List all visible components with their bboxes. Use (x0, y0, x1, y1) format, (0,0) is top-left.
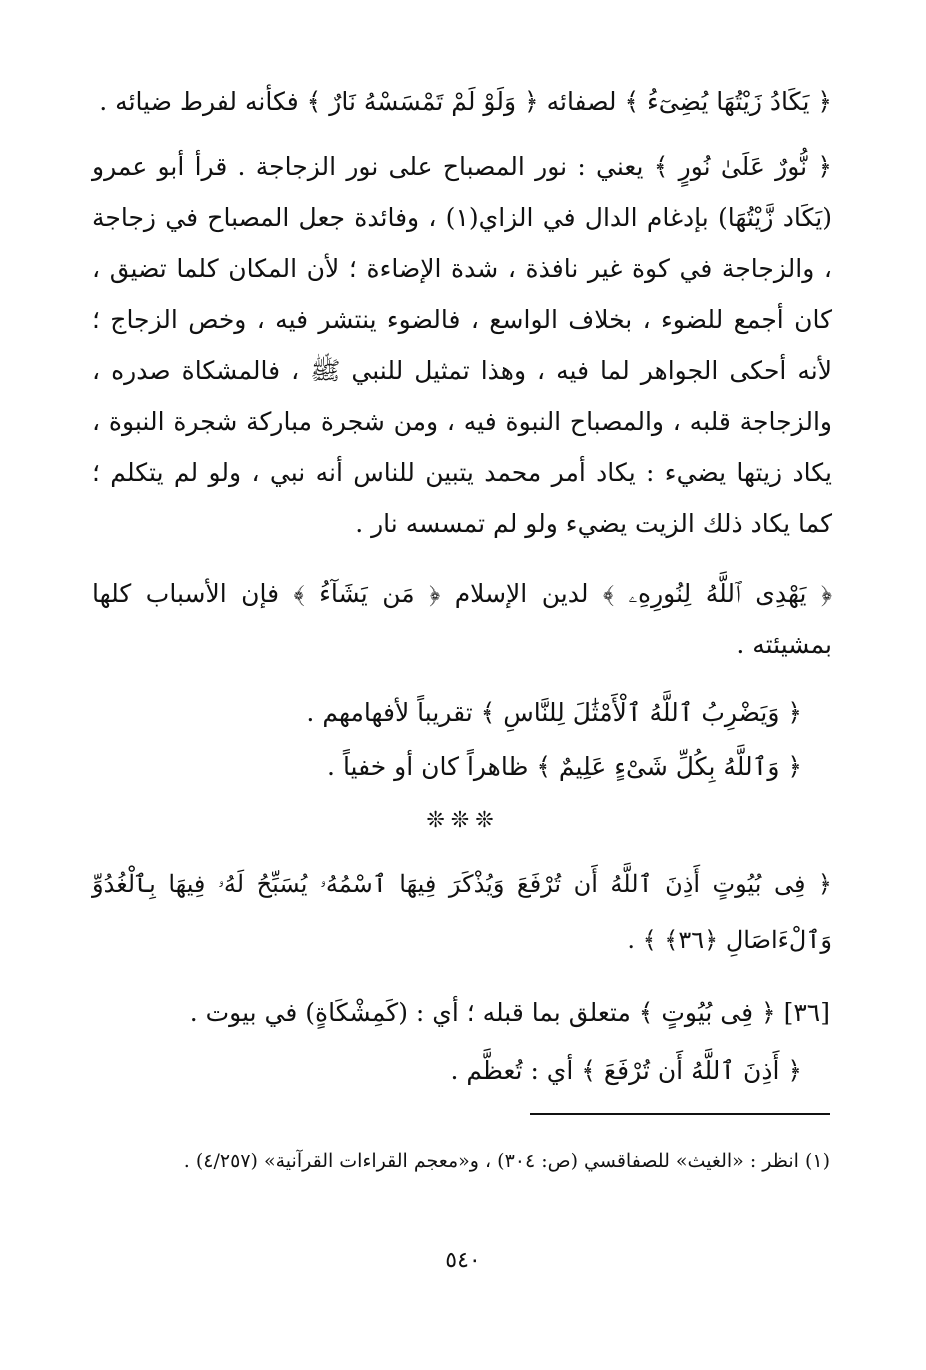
footnote-divider (530, 1113, 830, 1115)
line-all-knowing: ﴿ وَٱللَّهُ بِكُلِّ شَىْءٍ عَلِيمٌ ﴾ ظاهراً كان أو خفياً . (327, 752, 802, 781)
commentary-raised: ﴿ أَذِنَ ٱللَّهُ أَن تُرْفَعَ ﴾ أي : تُعظَّم . (450, 1056, 802, 1085)
section-separator: ❊❊❊ (426, 808, 500, 833)
paragraph-lamp-oil: ﴿ يَكَادُ زَيْتُهَا يُضِىٓءُ ﴾ لصفائه ﴿ وَلَوْ لَمْ تَمْسَسْهُ نَارٌ ﴾ فكأنه لفرط ضيائه . (99, 87, 832, 116)
line-parables: ﴿ وَيَضْرِبُ ٱللَّهُ ٱلْأَمْثَٰلَ لِلنَّاسِ ﴾ تقريباً لأفهامهم . (306, 698, 802, 727)
page-number: ٥٤٠ (445, 1248, 481, 1273)
paragraph-light-upon-light: ﴿ نُّورٌ عَلَىٰ نُورٍ ﴾ يعني : نور المصباح على نور الزجاجة . قرأ أبو عمرو (يَكَاد زَّيْتُهَا) بإدغام الدال في الزاي(١) ، وفائدة جعل المصباح في زجاجة ، والزجاجة في كوة غير نافذة ، شدة الإضاءة ؛ لأن المكان كلما تضيق ، كان أجمع للضوء ، بخلاف الواسع ، فالضوء ينتشر فيه ، وخص الزجاج ؛ لأنه أحكى الجواهر لما فيه ، وهذا تمثيل للنبي ﷺ ، فالمشكاة صدره ، والزجاجة قلبه ، والمصباح النبوة فيه ، ومن شجرة مباركة شجرة النبوة ، يكاد زيتها يضيء : يكاد أمر محمد يتبين للناس أنه نبي ، ولو لم يتكلم ؛ كما يكاد ذلك الزيت يضيء ولو لم تمسسه نار . (92, 152, 832, 538)
paragraph-guides-to-light: ﴿ يَهْدِى ٱللَّهُ لِنُورِهِۦ ﴾ لدين الإسلام ﴿ مَن يَشَآءُ ﴾ فإن الأسباب كلها بمشيئته . (92, 579, 832, 659)
footnote-1: (١) انظر : «الغيث» للصفاقسي (ص: ٣٠٤) ، و«معجم القراءات القرآنية» (٤/٢٥٧) . (183, 1150, 830, 1172)
verse-36: ﴿ فِى بُيُوتٍ أَذِنَ ٱللَّهُ أَن تُرْفَعَ وَيُذْكَرَ فِيهَا ٱسْمُهُۥ يُسَبِّحُ لَهُۥ فِيهَا بِٱلْغُدُوِّ وَٱلْءَاصَالِ ﴿٣٦﴾ ﴾ . (92, 870, 832, 954)
commentary-verse-36: [٣٦] ﴿ فِى بُيُوتٍ ﴾ متعلق بما قبله ؛ أي : (كَمِشْكَاةٍ) في بيوت . (189, 998, 830, 1027)
